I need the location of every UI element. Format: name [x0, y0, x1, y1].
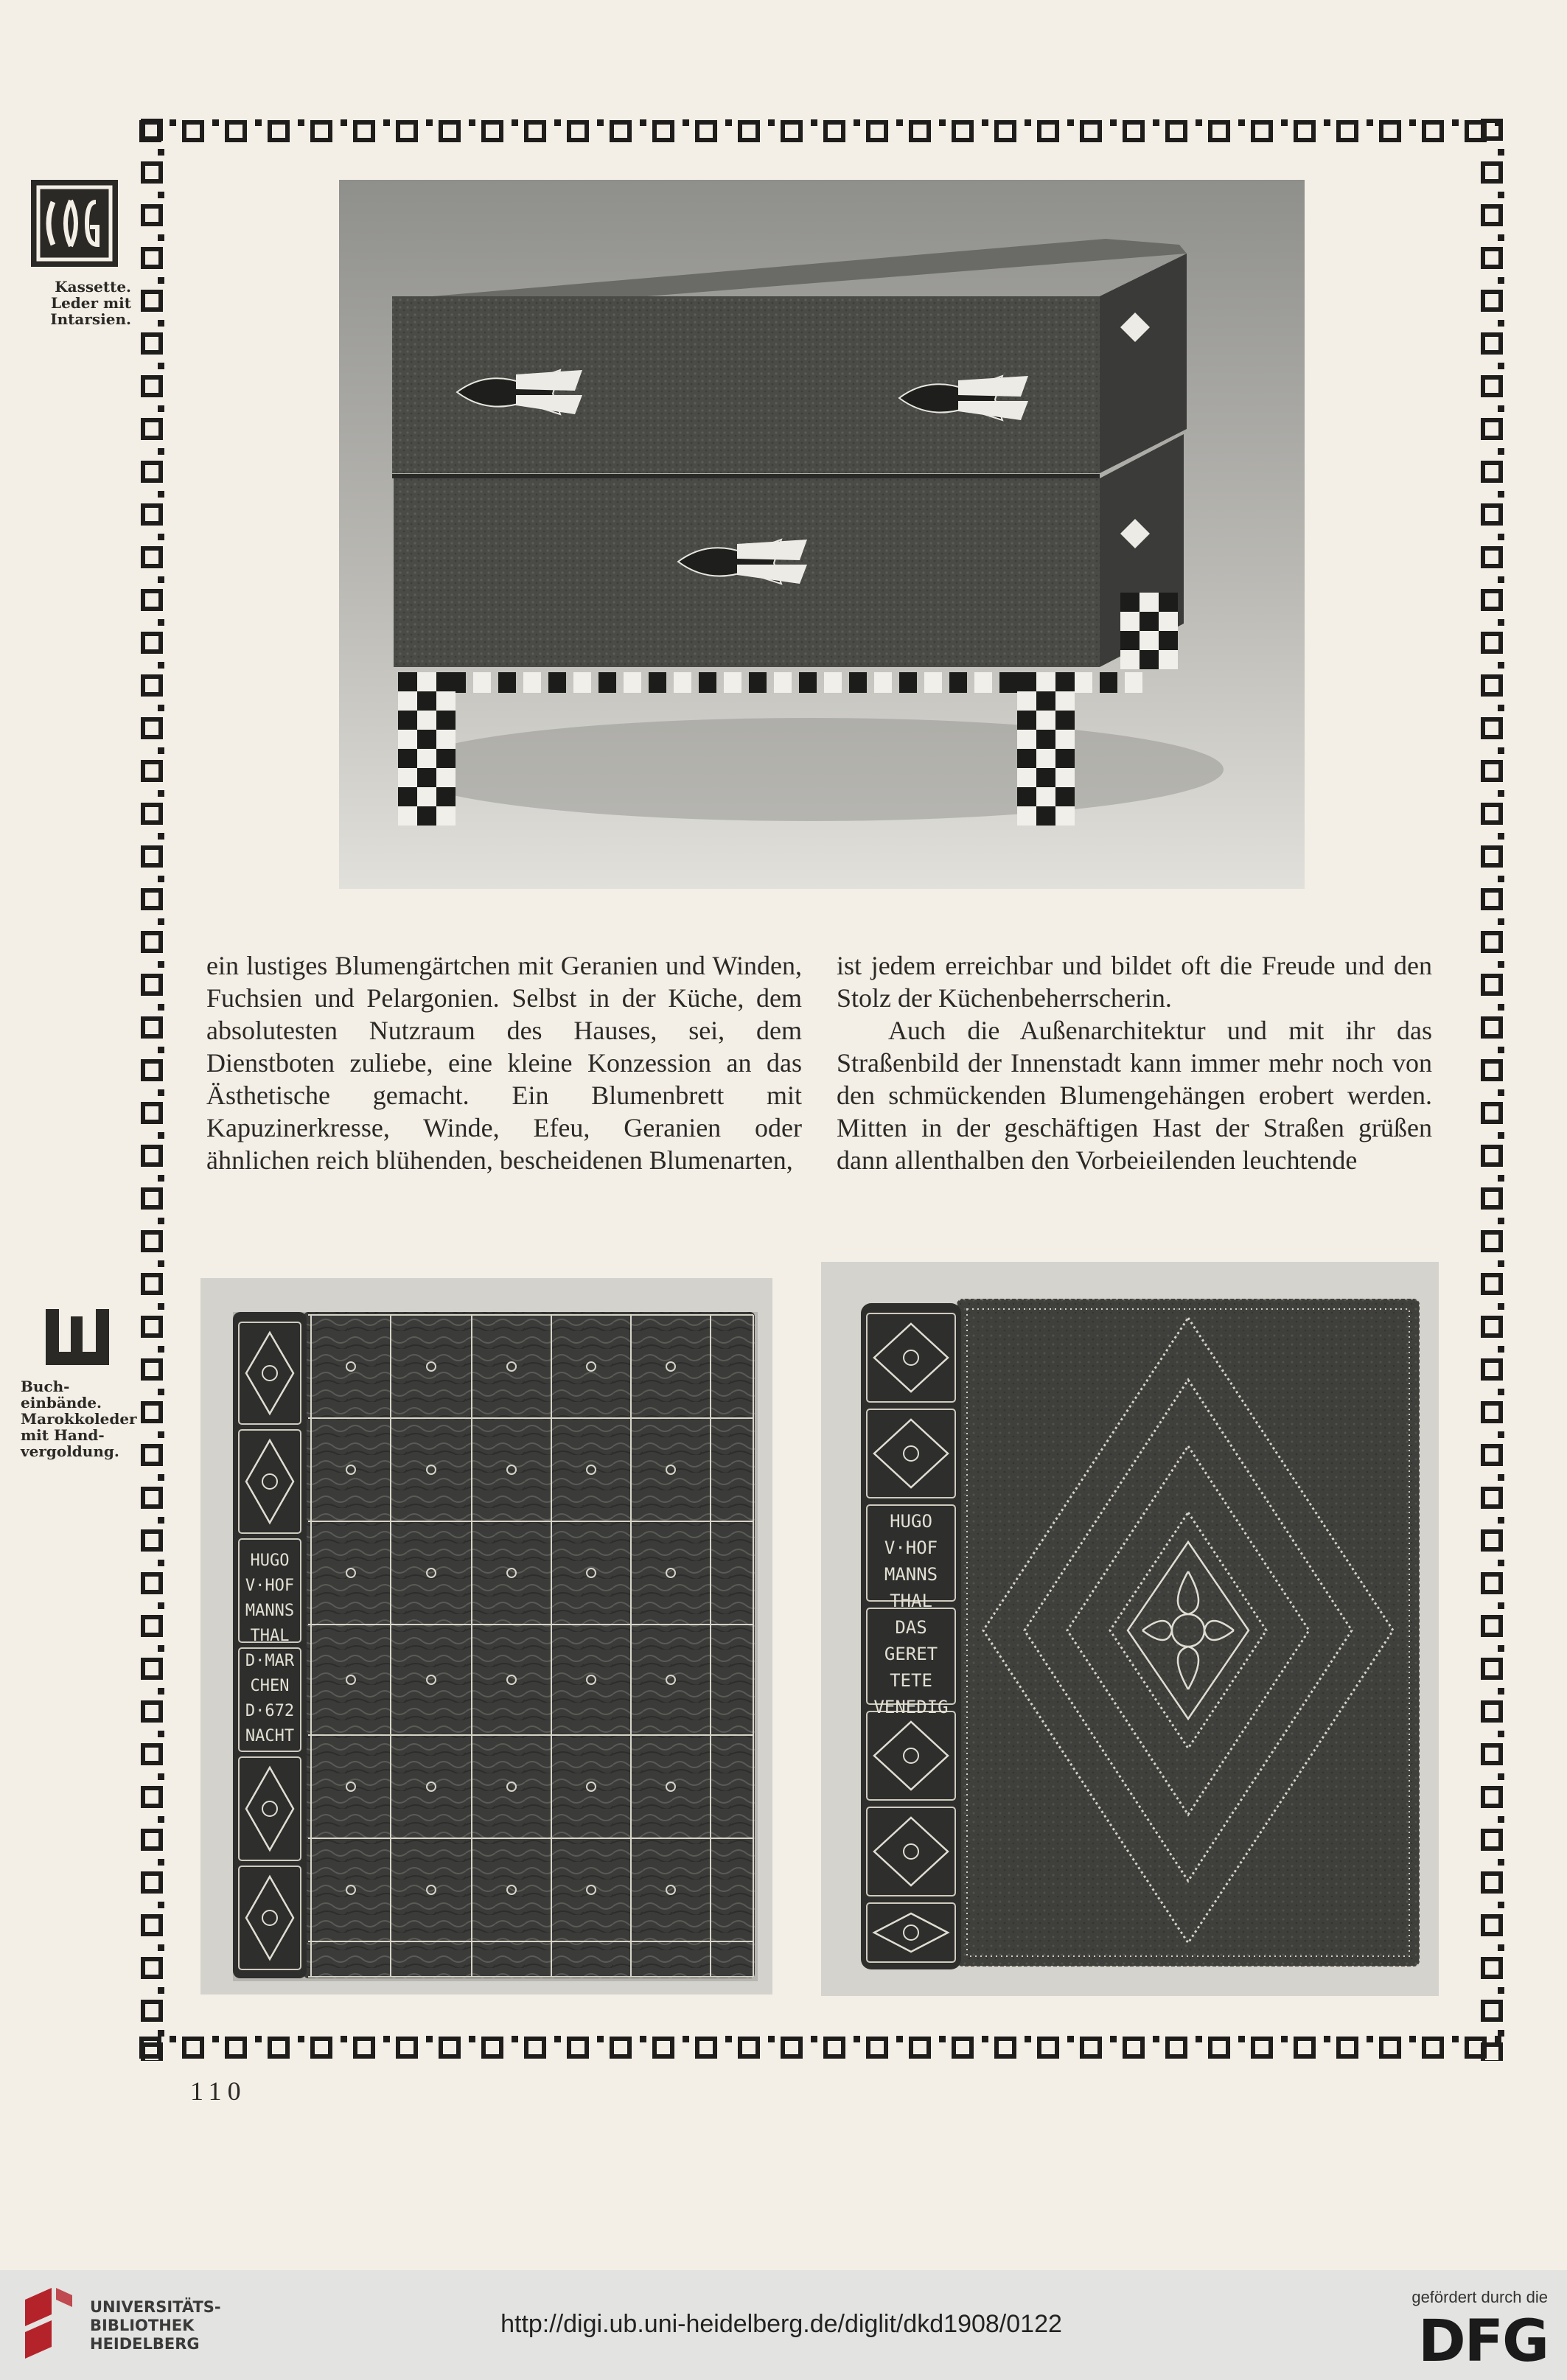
spine-lettering: D·MAR [245, 1652, 295, 1670]
text-column-right [837, 949, 1432, 1176]
source-url-link[interactable]: http://digi.ub.uni-heidelberg.de/diglit/dkd1908/0122 [500, 2310, 1062, 2338]
spine-lettering: THAL [890, 1591, 932, 1611]
book-binding-grid-photo [200, 1278, 772, 1995]
book-pictogram-icon [43, 1306, 114, 1368]
spine-lettering: D·672 [245, 1702, 295, 1720]
cassette-caption: Kassette. Leder mit Intarsien. [50, 278, 131, 328]
bindings-caption: Buch- einbände. Marokkoleder mit Hand- vergoldung. [21, 1378, 137, 1460]
border-left [139, 118, 165, 2061]
spine-lettering: V·HOF [245, 1577, 295, 1595]
spine-lettering: V·HOF [884, 1538, 938, 1558]
border-bottom [139, 2034, 1505, 2061]
book-binding-diamond-photo [821, 1262, 1439, 1996]
spine-lettering: HUGO [890, 1511, 932, 1532]
text-column-left [206, 949, 802, 1176]
spine-lettering: MANNS [245, 1602, 295, 1620]
border-right [1479, 118, 1505, 2061]
spine-lettering: HUGO [250, 1552, 290, 1570]
spine-lettering: NACHT [245, 1727, 295, 1745]
paragraph: ist jedem erreichbar und bildet oft die Freude und den Stolz der Küchenbeherrscherin. [837, 951, 1432, 1013]
funding-label: gefördert durch die [1411, 2288, 1548, 2306]
cassette-photo [339, 180, 1305, 889]
monogram-logo-icon [31, 180, 118, 267]
border-top [139, 118, 1505, 144]
spine-lettering: DAS [895, 1617, 927, 1638]
paragraph: Auch die Außenarchitektur und mit ihr das Straßenbild der Innenstadt kann immer mehr noch von den schmückenden Blumengehängen erobert werden. Mitten in der geschäftigen Hast der Straßen grüßen dann allenthalben den Vorbeieilenden leuchtende [837, 1016, 1432, 1175]
spine-lettering: MANNS [884, 1564, 938, 1585]
university-library-logo-icon [18, 2285, 80, 2367]
spine-lettering: THAL [250, 1627, 290, 1645]
page-number: 110 [190, 2076, 247, 2106]
spine-lettering: VENEDIG [873, 1697, 949, 1717]
spine-lettering: GERET [884, 1644, 938, 1664]
spine-lettering: TETE [890, 1670, 932, 1691]
spine-lettering: CHEN [250, 1677, 290, 1695]
library-name: UNIVERSITÄTS- BIBLIOTHEK HEIDELBERG [90, 2298, 221, 2353]
paragraph: ein lustiges Blumengärtchen mit Geranien und Winden, Fuchsien und Pelargonien. Selbst in der Küche, dem absolutesten Nutzraum des Hauses, sei, dem Dienstboten zuliebe, eine kleine Konzession an das Ästhetische gemacht. Ein Blumenbrett mit Kapuzinerkresse, Winde, Efeu, Geranien oder ähnlichen reich blühenden, bescheidenen Blumenarten, [206, 951, 802, 1175]
dfg-logo: DFG [1417, 2309, 1548, 2375]
footer-bar [0, 2270, 1567, 2380]
